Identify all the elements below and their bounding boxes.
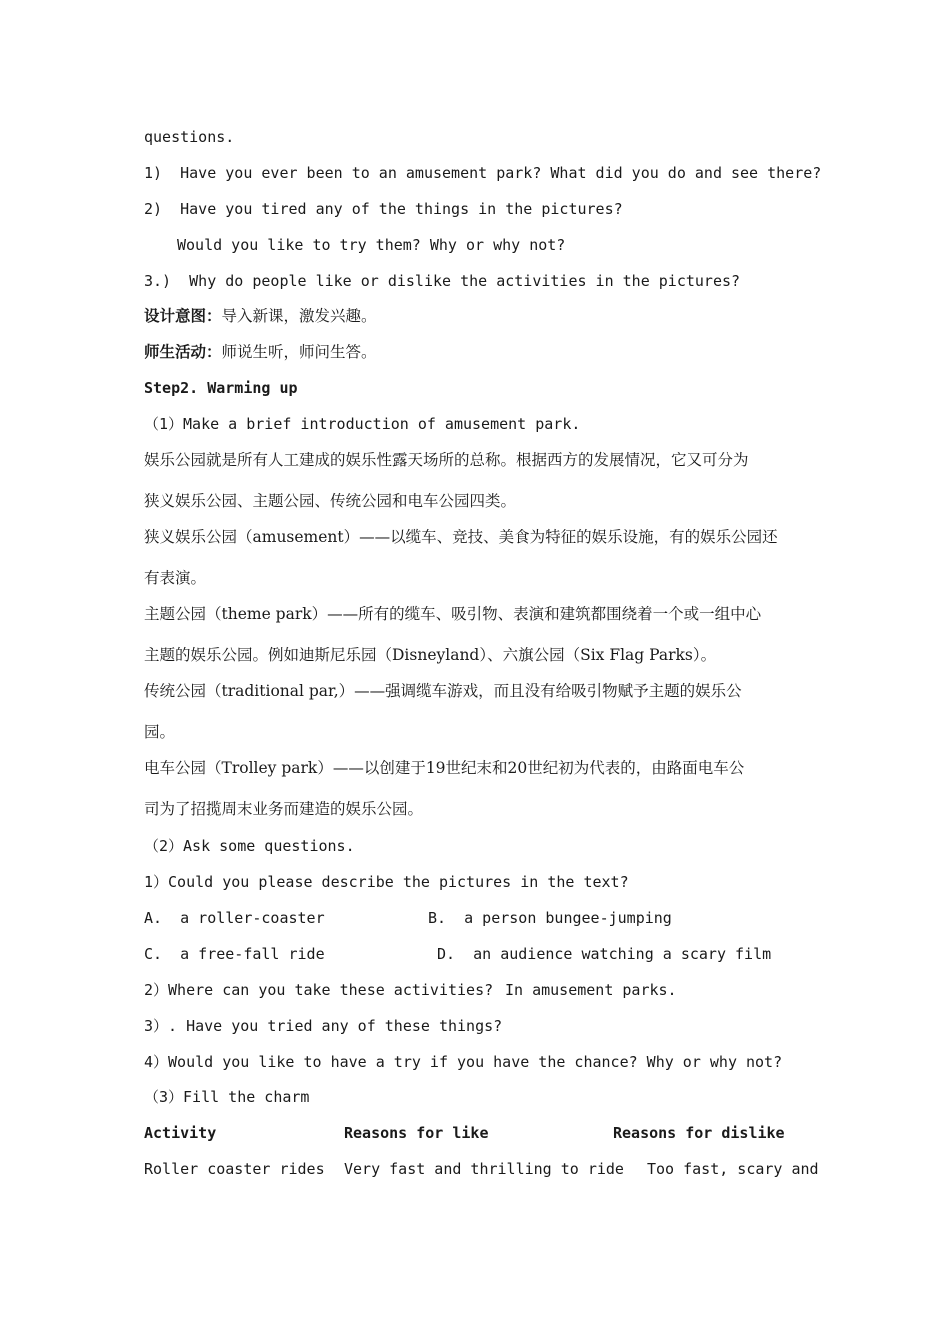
paragraph-line: 电车公园（Trolley park）——以创建于19世纪末和20世纪初为代表的，由路面电车公	[144, 759, 745, 777]
paragraph-line: 主题公园（theme park）——所有的缆车、吸引物、表演和建筑都围绕着一个或一组中心	[144, 605, 762, 623]
question-1: 1) Have you ever been to an amusement park? What did you do and see there?	[144, 164, 822, 182]
subheading-3: （3）Fill the charm	[144, 1088, 310, 1106]
subheading-1: （1）Make a brief introduction of amusement park.	[144, 415, 581, 433]
chart-header-dislike: Reasons for dislike	[613, 1124, 785, 1142]
text-line: 4）Would you like to have a try if you have the chance? Why or why not?	[144, 1053, 783, 1071]
design-intent-text: 导入新课，激发兴趣。	[221, 307, 377, 325]
paragraph-line: 狭义娱乐公园（amusement）——以缆车、竞技、美食为特征的娱乐设施，有的娱乐公园还	[144, 528, 778, 546]
text-line: 1）Could you please describe the pictures in the text?	[144, 873, 629, 891]
question-3: 3.) Why do people like or dislike the activities in the pictures?	[144, 272, 741, 290]
subheading-2: （2）Ask some questions.	[144, 837, 355, 855]
text-line: questions.	[144, 128, 235, 146]
activity-label: 师生活动：	[144, 342, 222, 361]
step-heading: Step2. Warming up	[144, 379, 298, 397]
design-intent-label: 设计意图：	[144, 306, 222, 325]
activity-line	[144, 342, 377, 362]
answer-text: In amusement parks.	[505, 981, 677, 999]
paragraph-line: 娱乐公园就是所有人工建成的娱乐性露天场所的总称。根据西方的发展情况，它又可分为	[144, 451, 749, 469]
option-c: C. a free-fall ride	[144, 945, 325, 963]
question-2-continued: Would you like to try them? Why or why not?	[177, 236, 566, 254]
chart-cell-dislike: Too fast, scary and	[647, 1160, 819, 1178]
paragraph-line: 主题的娱乐公园。例如迪斯尼乐园（Disneyland）、六旗公园（Six Flag Parks）。	[144, 646, 717, 664]
activity-text: 师说生听，师问生答。	[221, 343, 377, 361]
text-line: 2）Where can you take these activities?	[144, 981, 494, 999]
design-intent-line	[144, 306, 377, 326]
text-line: 3）. Have you tried any of these things?	[144, 1017, 503, 1035]
paragraph-line: 狭义娱乐公园、主题公园、传统公园和电车公园四类。	[144, 492, 517, 510]
paragraph-line: 园。	[144, 723, 176, 741]
question-2: 2) Have you tired any of the things in the pictures?	[144, 200, 623, 218]
option-a: A. a roller-coaster	[144, 909, 325, 927]
chart-cell-activity: Roller coaster rides	[144, 1160, 325, 1178]
option-d: D. an audience watching a scary film	[437, 945, 772, 963]
chart-header-like: Reasons for like	[344, 1124, 489, 1142]
paragraph-line: 有表演。	[144, 569, 207, 587]
paragraph-line: 司为了招揽周末业务而建造的娱乐公园。	[144, 800, 424, 818]
chart-cell-like: Very fast and thrilling to ride	[344, 1160, 624, 1178]
chart-header-activity: Activity	[144, 1124, 217, 1142]
option-b: B. a person bungee-jumping	[428, 909, 672, 927]
paragraph-line: 传统公园（traditional par,）——强调缆车游戏，而且没有给吸引物赋予主题的娱乐公	[144, 682, 742, 700]
